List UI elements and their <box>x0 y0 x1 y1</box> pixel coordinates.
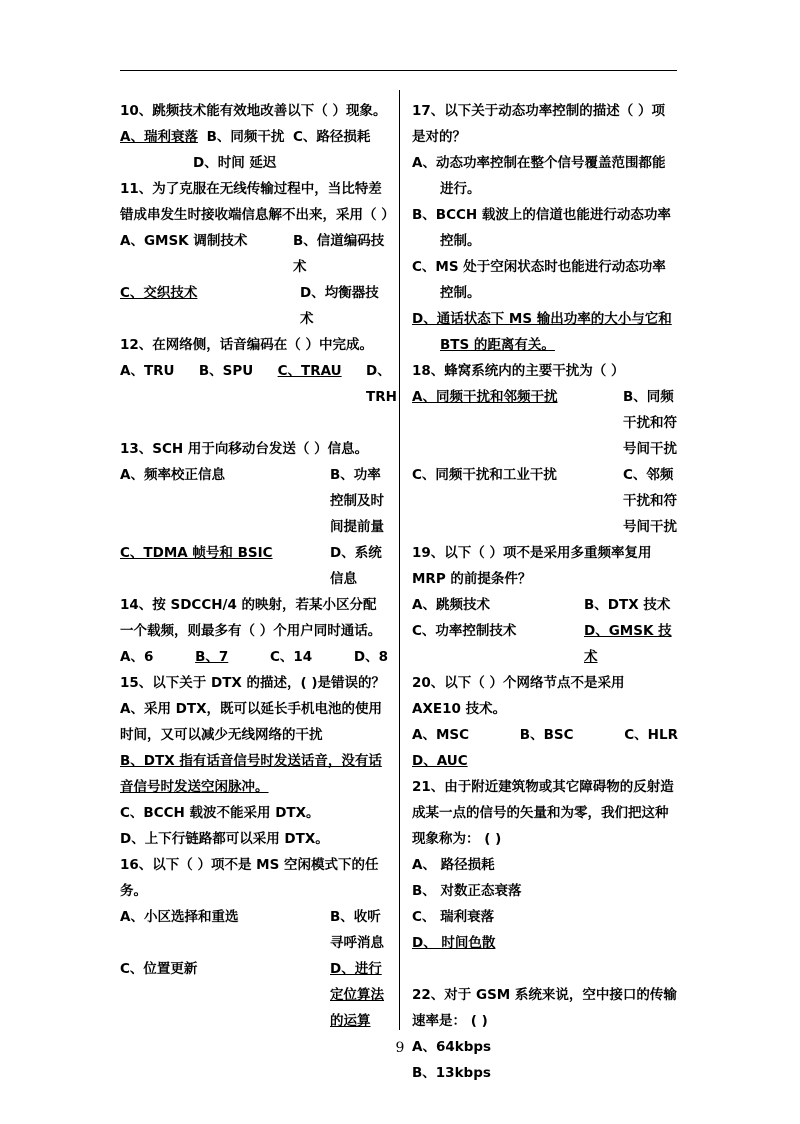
q10-option-d: D、时间 延迟 <box>193 155 277 171</box>
q15-option-d: D、上下行链路都可以采用 DTX。 <box>120 831 329 847</box>
q18-option-b: B、同频干扰和符号间干扰 <box>623 389 677 457</box>
q11-option-c: C、交织技术 <box>120 285 198 301</box>
q20-option-b: B、BSC <box>519 727 574 743</box>
q16-option-b: B、收听寻呼消息 <box>330 909 384 951</box>
q19-options-row2 <box>412 618 678 670</box>
q21-option-c: C、 瑞利衰落 <box>412 909 495 925</box>
q15-option-b: B、DTX 指有话音信号时发送话音，没有话音信号时发送空闲脉冲。 <box>120 753 382 795</box>
question-19: 19、以下（ ）项不是采用多重频率复用 MRP 的前提条件？ <box>412 545 652 587</box>
q20-option-a: A、MSC <box>412 727 470 743</box>
question-18: 18、蜂窝系统内的主要干扰为（ ） <box>412 363 625 379</box>
q10-options-row1 <box>120 124 388 150</box>
q14-option-c: C、14 <box>269 649 313 665</box>
q17-option-c: C、MS 处于空闲状态时也能进行动态功率控制。 <box>412 259 666 301</box>
q10-option-b: B、同频干扰 <box>206 129 285 145</box>
q13-option-b: B、功率控制及时间提前量 <box>330 467 384 535</box>
q13-option-c: C、TDMA 帧号和 BSIC <box>120 545 273 561</box>
left-column <box>120 98 397 1034</box>
q17-option-b: B、BCCH 载波上的信道也能进行动态功率控制。 <box>412 207 671 249</box>
q22-option-b: B、13kbps <box>412 1065 491 1081</box>
question-15: 15、以下关于 DTX 的描述，( )是错误的？ <box>120 675 386 691</box>
q13-option-a: A、频率校正信息 <box>120 467 225 483</box>
q14-options-row <box>120 644 388 670</box>
q11-options-row1 <box>120 228 388 280</box>
question-14: 14、按 SDCCH/4 的映射，若某小区分配一个载频，则最多有（ ）个用户同时通话。 <box>120 597 382 639</box>
q12-option-d: D、TRH <box>365 363 397 405</box>
question-21: 21、由于附近建筑物或其它障碍物的反射造成某一点的信号的矢量和为零，我们把这种现象称为： ( ) <box>412 779 674 847</box>
q14-option-b: B、7 <box>195 649 229 665</box>
q14-option-a: A、6 <box>120 649 154 665</box>
page-number: 9 <box>395 1040 405 1056</box>
q19-option-d: D、GMSK 技术 <box>584 623 672 665</box>
q12-options-row <box>120 358 397 410</box>
question-20: 20、以下（ ）个网络节点不是采用 AXE10 技术。 <box>412 675 625 717</box>
question-13: 13、SCH 用于向移动台发送（ ）信息。 <box>120 441 369 457</box>
q19-option-b: B、DTX 技术 <box>584 597 671 613</box>
q17-option-a: A、动态功率控制在整个信号覆盖范围都能进行。 <box>412 155 666 197</box>
spacer <box>120 410 388 436</box>
q12-option-b: B、SPU <box>198 363 254 379</box>
q18-option-d: C、邻频干扰和符号间干扰 <box>623 467 677 535</box>
q15-option-a: A、采用 DTX，既可以延长手机电池的使用时间，又可以减少无线网络的干扰 <box>120 701 382 743</box>
question-16: 16、以下（ ）项不是 MS 空闲模式下的任务。 <box>120 857 379 899</box>
question-11: 11、为了克服在无线传输过程中，当比特差错成串发生时接收端信息解不出来，采用（ ） <box>120 181 395 223</box>
q13-option-d: D、系统信息 <box>330 545 382 587</box>
q16-option-d: D、进行定位算法的运算 <box>330 961 384 1029</box>
q19-option-c: C、功率控制技术 <box>412 623 517 639</box>
q19-option-a: A、跳频技术 <box>412 597 490 613</box>
header-rule <box>120 70 677 71</box>
q16-option-c: C、位置更新 <box>120 961 198 977</box>
question-10: 10、跳频技术能有效地改善以下（ ）现象。 <box>120 103 387 119</box>
q12-option-a: A、TRU <box>120 363 175 379</box>
q21-option-a: A、 路径损耗 <box>412 857 495 873</box>
q16-option-a: A、小区选择和重选 <box>120 909 239 925</box>
q13-options-row2 <box>120 540 388 592</box>
q11-option-d: D、均衡器技术 <box>300 285 379 327</box>
question-22: 22、对于 GSM 系统来说，空中接口的传输速率是： ( ) <box>412 987 677 1029</box>
q19-options-row1 <box>412 592 678 618</box>
q18-options-row2 <box>412 462 678 540</box>
q12-option-c: C、TRAU <box>277 363 342 379</box>
q20-option-c: C、HLR <box>624 727 678 743</box>
spacer <box>412 956 678 982</box>
q10-option-c: C、路径损耗 <box>293 129 371 145</box>
column-divider <box>399 90 400 1030</box>
q20-options-row <box>412 722 678 748</box>
right-column <box>412 98 678 1086</box>
q10-option-a: A、瑞利衰落 <box>120 129 198 145</box>
q11-option-a: A、GMSK 调制技术 <box>120 233 248 249</box>
q16-options-row1 <box>120 904 388 956</box>
q18-option-a: A、同频干扰和邻频干扰 <box>412 389 558 405</box>
q14-option-d: D、8 <box>353 649 388 665</box>
q13-options-row1 <box>120 462 388 540</box>
q17-option-d: D、通话状态下 MS 输出功率的大小与它和 BTS 的距离有关。 <box>412 311 672 353</box>
q18-options-row1 <box>412 384 678 462</box>
question-12: 12、在网络侧，话音编码在（ ）中完成。 <box>120 337 373 353</box>
q16-options-row2 <box>120 956 388 1034</box>
q11-option-b: B、信道编码技术 <box>293 233 385 275</box>
q18-option-c: C、同频干扰和工业干扰 <box>412 467 557 483</box>
q15-option-c: C、BCCH 载波不能采用 DTX。 <box>120 805 320 821</box>
q11-options-row2 <box>120 280 388 332</box>
q21-option-d: D、 时间色散 <box>412 935 496 951</box>
q20-option-d: D、AUC <box>412 753 468 769</box>
question-17: 17、以下关于动态功率控制的描述（ ）项是对的？ <box>412 103 665 145</box>
q21-option-b: B、 对数正态衰落 <box>412 883 522 899</box>
q22-option-a: A、64kbps <box>412 1039 492 1055</box>
